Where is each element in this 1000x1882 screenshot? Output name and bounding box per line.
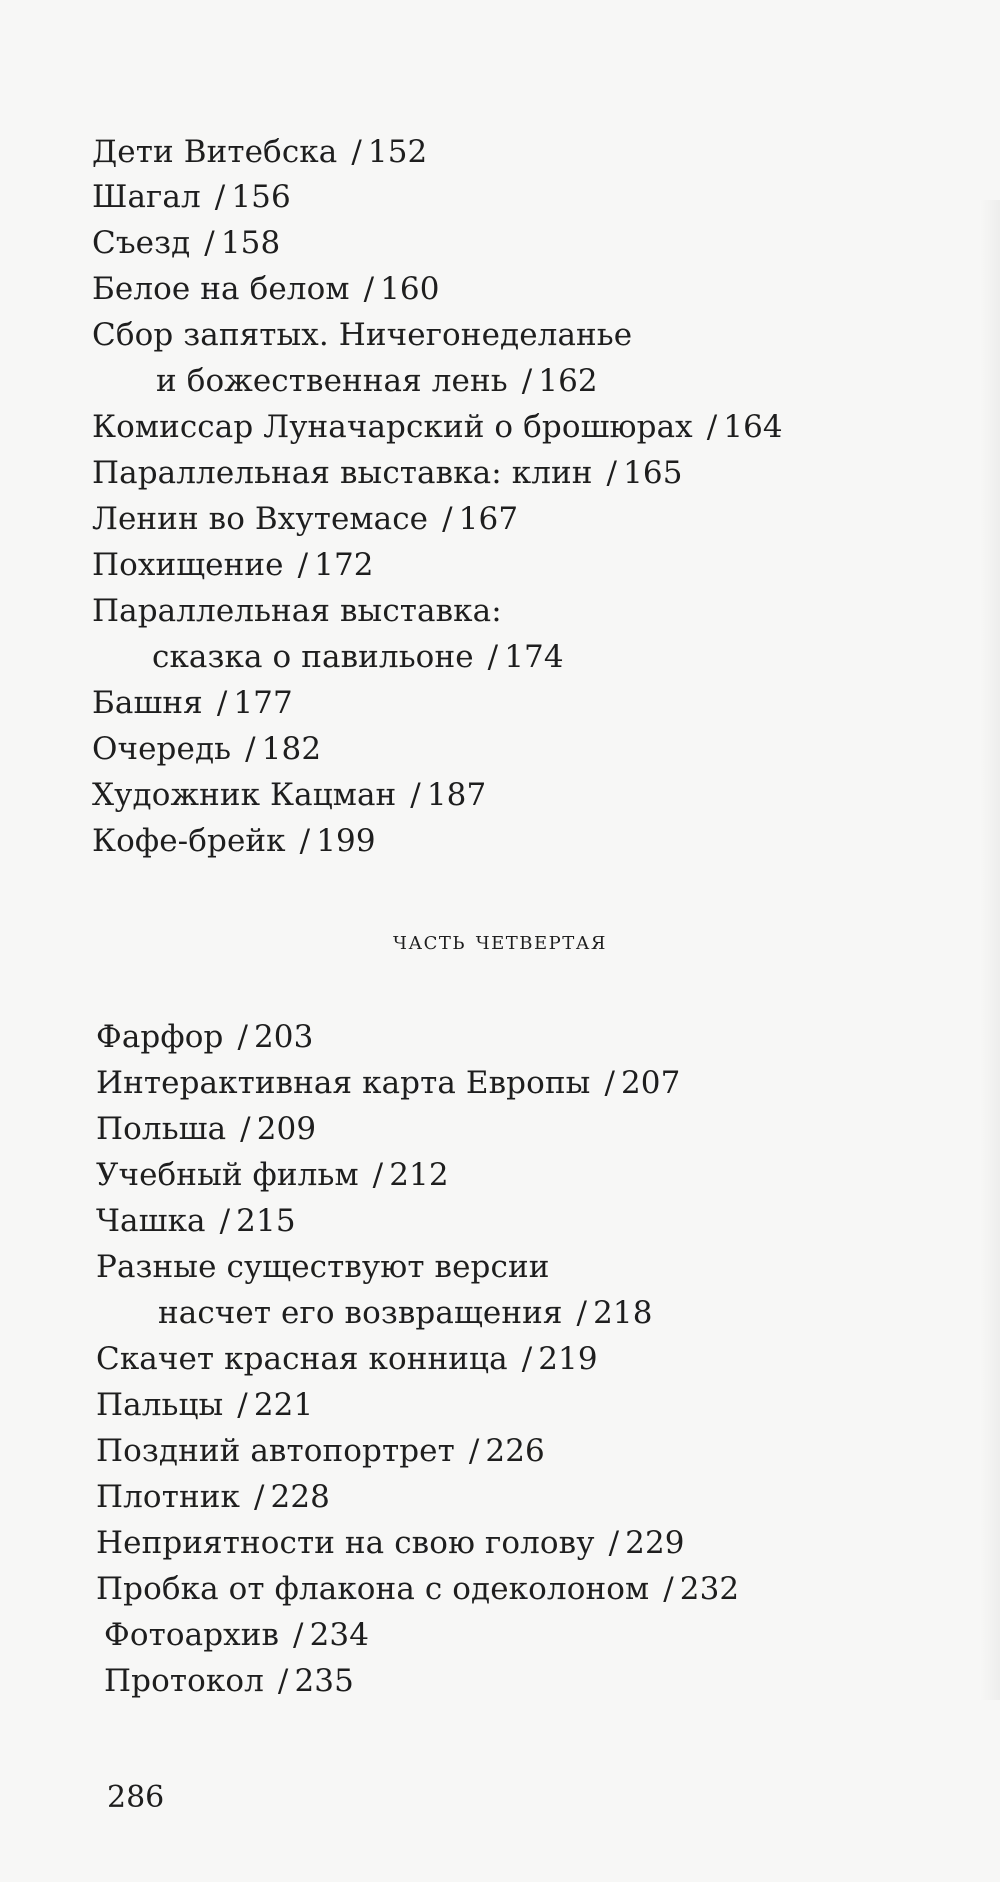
toc-entry-title: Фотоархив: [104, 1617, 280, 1653]
toc-entry: Польша / 209: [96, 1111, 317, 1147]
toc-entry: Фотоархив / 234: [104, 1617, 370, 1653]
toc-entry-title: Дети Витебска: [92, 134, 338, 170]
toc-entry-page: 182: [261, 731, 322, 767]
toc-entry: Шагал / 156: [92, 179, 291, 215]
toc-entry: Скачет красная конница / 219: [96, 1341, 598, 1377]
toc-entry-title: Протокол: [104, 1663, 264, 1699]
toc-entry-page: 152: [367, 134, 428, 170]
toc-entry-title: Учебный фильм: [96, 1157, 359, 1193]
toc-entry-page: 162: [538, 363, 598, 399]
toc-entry-title: Художник Кацман: [92, 777, 397, 813]
toc-entry-page: 165: [623, 455, 683, 491]
toc-entry: сказка о павильоне / 174: [152, 639, 564, 675]
toc-entry-page: 221: [253, 1387, 314, 1423]
toc-entry-page: 167: [458, 501, 519, 537]
toc-entry-title: Разные существуют версии: [96, 1249, 550, 1285]
toc-entry-title: Кофе-брейк: [92, 823, 286, 859]
toc-entry: Белое на белом / 160: [92, 271, 440, 307]
toc-entry-title: Неприятности на свою голову: [96, 1525, 595, 1561]
toc-entry-page: 228: [270, 1479, 330, 1515]
toc-entry: Пальцы / 221: [96, 1387, 314, 1423]
toc-entry: Съезд / 158: [92, 225, 281, 261]
toc-entry-page: 229: [625, 1525, 685, 1561]
toc-entry: и божественная лень / 162: [156, 363, 598, 399]
toc-entry: Поздний автопортрет / 226: [96, 1433, 545, 1469]
toc-entry-title: Польша: [96, 1111, 227, 1147]
toc-entry: Кофе-брейк / 199: [92, 823, 376, 859]
toc-entry-page: 226: [485, 1433, 545, 1469]
toc-entry-title: Параллельная выставка: клин: [92, 455, 593, 491]
toc-entry-title: Поздний автопортрет: [96, 1433, 455, 1469]
toc-entry: [92, 591, 502, 631]
toc-entry-title: Очередь: [92, 731, 232, 767]
toc-entry: [96, 1247, 549, 1287]
toc-entry: Башня / 177: [92, 685, 293, 721]
toc-entry-page: 232: [679, 1571, 740, 1607]
toc-entry: [92, 315, 632, 355]
toc-entry-title: Параллельная выставка:: [92, 593, 502, 629]
toc-entry-title: Башня: [92, 685, 203, 721]
toc-entry-page: 164: [723, 409, 783, 445]
toc-entry-title: Съезд: [92, 225, 191, 261]
toc-entry-page: 203: [253, 1019, 314, 1055]
toc-entry-title: Пальцы: [96, 1387, 224, 1423]
toc-entry-page: 212: [389, 1157, 449, 1193]
page-number: 286: [107, 1780, 165, 1815]
toc-entry: Дети Витебска / 152: [92, 134, 428, 170]
toc-entry-page: 172: [314, 547, 374, 583]
toc-entry-title: Плотник: [96, 1479, 240, 1515]
toc-entry-title: сказка о павильоне: [152, 639, 474, 675]
toc-entry-title: Скачет красная конница: [96, 1341, 508, 1377]
toc-entry: Пробка от флакона с одеколоном / 232: [96, 1571, 740, 1607]
toc-entry: Художник Кацман / 187: [92, 777, 487, 813]
toc-entry: Чашка / 215: [96, 1203, 296, 1239]
toc-entry-page: 187: [426, 777, 487, 813]
toc-entry-page: 174: [504, 639, 564, 675]
toc-entry-title: Фарфор: [96, 1019, 224, 1055]
toc-entry-title: Ленин во Вхутемасе: [92, 501, 429, 537]
toc-entry-title: Похищение: [92, 547, 284, 583]
toc-entry-title: Интерактивная карта Европы: [96, 1065, 591, 1101]
toc-entry-page: 209: [256, 1111, 317, 1147]
toc-entry: Параллельная выставка: клин / 165: [92, 455, 683, 491]
toc-entry-page: 156: [231, 179, 291, 215]
toc-entry-title: Комиссар Луначарский о брошюрах: [92, 409, 693, 445]
toc-entry: Ленин во Вхутемасе / 167: [92, 501, 519, 537]
toc-entry-page: 218: [593, 1295, 653, 1331]
toc-entry: насчет его возвращения / 218: [158, 1295, 653, 1331]
toc-entry: Комиссар Луначарский о брошюрах / 164: [92, 409, 783, 445]
toc-entry-page: 207: [620, 1065, 681, 1101]
toc-entry: Интерактивная карта Европы / 207: [96, 1065, 681, 1101]
toc-entry-title: Шагал: [92, 179, 201, 215]
section-heading: часть четвертая: [393, 926, 607, 956]
toc-entry-page: 235: [294, 1663, 354, 1699]
toc-entry-title: Чашка: [96, 1203, 206, 1239]
toc-entry-title: Сбор запятых. Ничегонеделанье: [92, 317, 633, 353]
toc-entry-page: 199: [316, 823, 376, 859]
toc-entry-title: Пробка от флакона с одеколоном: [96, 1571, 650, 1607]
toc-entry-page: 215: [236, 1203, 296, 1239]
toc-entry: Неприятности на свою голову / 229: [96, 1525, 685, 1561]
toc-entry-page: 234: [309, 1617, 370, 1653]
toc-entry: Очередь / 182: [92, 731, 322, 767]
toc-entry-title: и божественная лень: [156, 363, 508, 399]
toc-entry-page: 158: [220, 225, 281, 261]
toc-entry: Учебный фильм / 212: [96, 1157, 449, 1193]
toc-entry: Фарфор / 203: [96, 1019, 314, 1055]
toc-entry-title: Белое на белом: [92, 271, 350, 307]
toc-entry-page: 219: [538, 1341, 598, 1377]
toc-entry: Протокол / 235: [104, 1663, 354, 1699]
toc-entry-page: 160: [380, 271, 440, 307]
toc-entry-page: 177: [233, 685, 293, 721]
toc-entry: Плотник / 228: [96, 1479, 330, 1515]
toc-entry: Похищение / 172: [92, 547, 374, 583]
toc-entry-title: насчет его возвращения: [158, 1295, 563, 1331]
